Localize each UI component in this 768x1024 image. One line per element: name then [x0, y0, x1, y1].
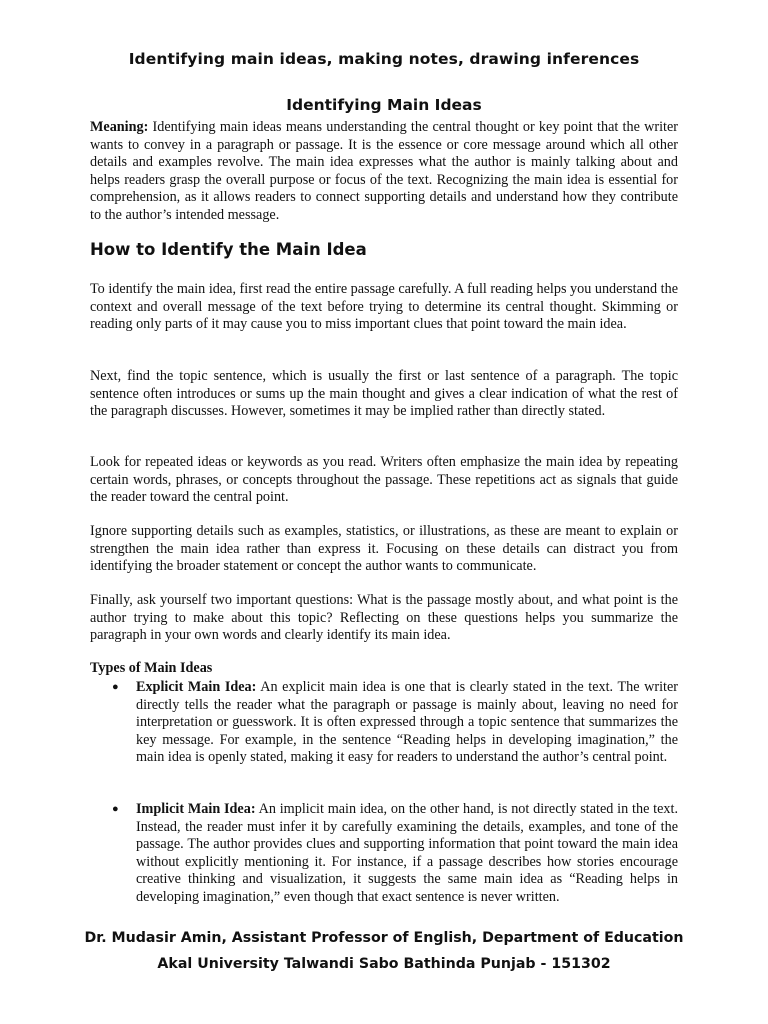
paragraph-repeated-ideas: Look for repeated ideas or keywords as you read. Writers often emphasize the main idea by repeating certain words, phrases, or concepts throughout the passage. These repetitions act as signals that guide the reader toward the central point. — [90, 454, 678, 506]
footer-author: Dr. Mudasir Amin, Assistant Professor of English, Department of Education — [84, 930, 684, 946]
list-item-body — [136, 679, 678, 767]
meaning-text: Identifying main ideas means understanding the central thought or key point that the writer wants to convey in a paragraph or passage. It is the essence or core message around which all other details and examples revolve. The main idea expresses what the author is mainly talking about and helps readers grasp the overall purpose or focus of the text. Recognizing the main idea is essential for comprehension, as it allows readers to connect supporting details and understand how they contribute to the author’s intended message. — [90, 119, 678, 223]
bullet-icon: ● — [112, 803, 119, 815]
list-item-implicit — [112, 801, 678, 907]
paragraph-read-passage: To identify the main idea, first read the entire passage carefully. A full reading helps you understand the context and overall message of the text before trying to determine its central thought. Skimming or reading only parts of it may cause you to miss important clues that point toward the main idea. — [90, 281, 678, 333]
types-heading: Types of Main Ideas — [90, 660, 213, 676]
meaning-paragraph — [90, 119, 678, 225]
list-item-body — [136, 801, 678, 907]
section-title: Identifying Main Ideas — [286, 96, 482, 114]
document-title: Identifying main ideas, making notes, drawing inferences — [128, 50, 640, 68]
how-to-heading: How to Identify the Main Idea — [90, 240, 367, 259]
list-item-label: Implicit Main Idea: — [136, 801, 256, 817]
paragraph-topic-sentence: Next, find the topic sentence, which is usually the first or last sentence of a paragraph. The topic sentence often introduces or sums up the main thought and gives a clear indication of what the rest of the paragraph discusses. However, sometimes it may be implied rather than directly stated. — [90, 368, 678, 420]
list-item-explicit — [112, 679, 678, 767]
footer-address: Akal University Talwandi Sabo Bathinda Punjab - 151302 — [157, 956, 611, 972]
bullet-icon: ● — [112, 681, 119, 693]
list-item-label: Explicit Main Idea: — [136, 679, 257, 695]
list-item-text: An explicit main idea is one that is clearly stated in the text. The writer directly tells the reader what the paragraph or passage is mainly about, leaving no need for interpretation or guesswork. It is often expressed through a topic sentence that summarizes the key message. For example, in the sentence “Reading helps in developing imagination,” the main idea is openly stated, making it easy for readers to understand the author’s central point. — [136, 679, 678, 766]
paragraph-supporting-details: Ignore supporting details such as examples, statistics, or illustrations, as these are meant to explain or strengthen the main idea rather than express it. Focusing on these details can distract you from identifying the broader statement or concept the author wants to communicate. — [90, 523, 678, 575]
meaning-label: Meaning: — [90, 119, 149, 135]
list-item-text: An implicit main idea, on the other hand, is not directly stated in the text. Instead, the reader must infer it by carefully examining the details, examples, and tone of the passage. The author provides clues and supporting information that point toward the main idea without explicitly mentioning it. For instance, if a passage describes how stories encourage creative thinking and visualization, it suggests the same main idea as “Reading helps in developing imagination,” even though that exact sentence is never written. — [136, 801, 679, 905]
paragraph-questions: Finally, ask yourself two important questions: What is the passage mostly about, and what point is the author trying to make about this topic? Reflecting on these questions helps you summarize the paragraph in your own words and clearly identify its main idea. — [90, 592, 678, 644]
